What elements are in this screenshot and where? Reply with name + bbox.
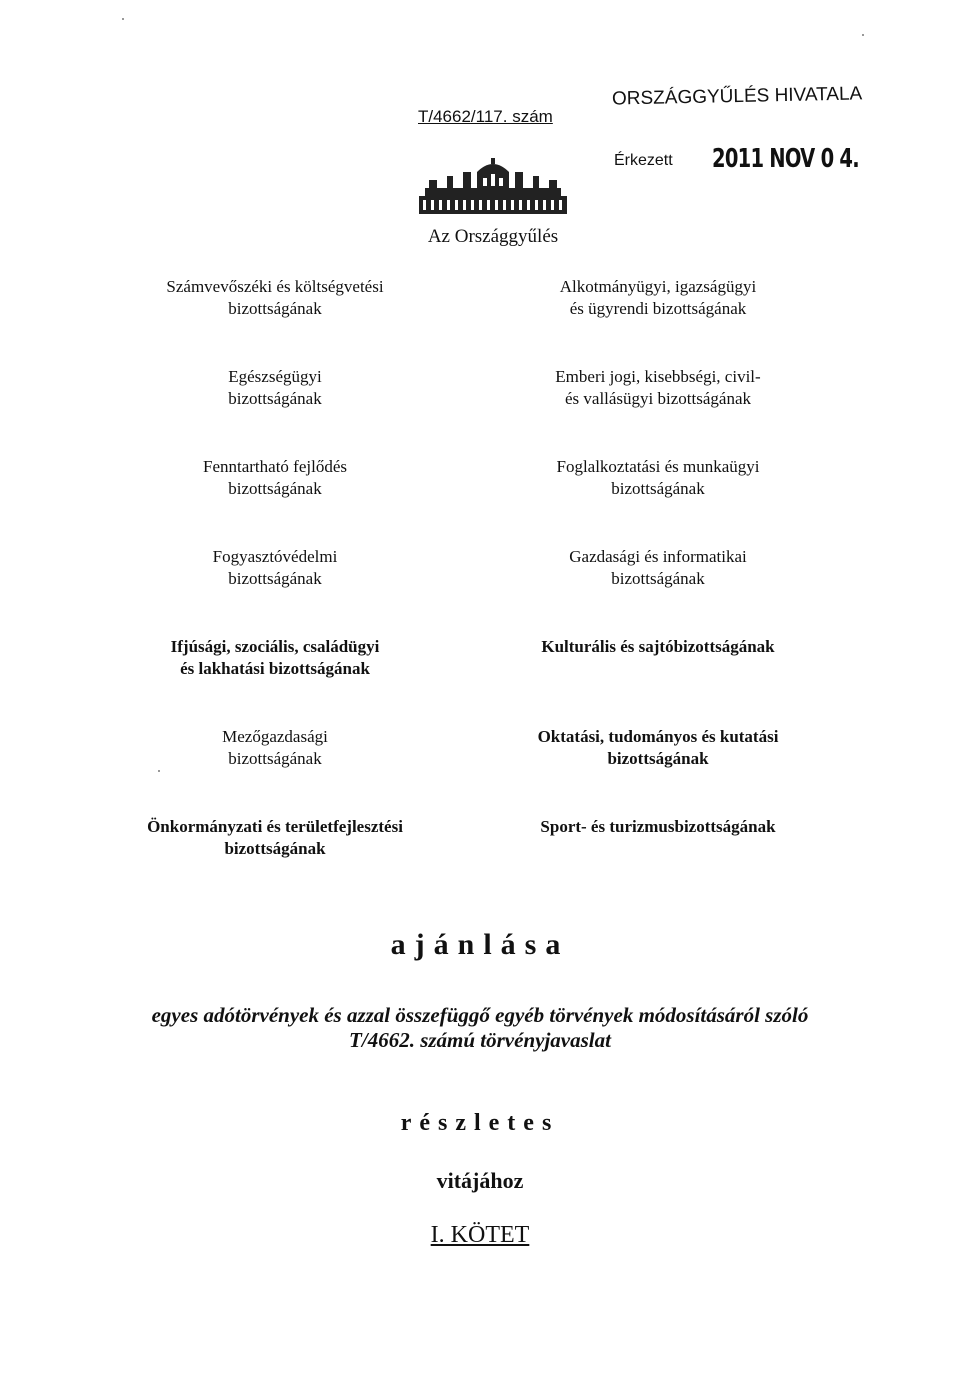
- committee-line: bizottságának: [228, 749, 322, 768]
- committee-line: Mezőgazdasági: [222, 727, 328, 746]
- committee-line: és lakhatási bizottságának: [180, 659, 370, 678]
- committee-culture: [478, 636, 838, 658]
- committee-line: Foglalkoztatási és munkaügyi: [556, 457, 760, 476]
- addressee-parliament: Az Országgyűlés: [427, 226, 559, 247]
- committee-economic: [478, 546, 838, 590]
- committee-line: Fogyasztóvédelmi: [212, 547, 338, 566]
- committee-line: bizottságának: [607, 749, 709, 768]
- committee-employment: [478, 456, 838, 500]
- committee-agriculture: [95, 726, 455, 770]
- committee-sport: [478, 816, 838, 838]
- committee-line: Sport- és turizmusbizottságának: [540, 817, 776, 836]
- committee-line: Önkormányzati és területfejlesztési: [147, 817, 403, 836]
- stamp-date: 2011 NOV 0 4.: [712, 144, 859, 174]
- committee-line: Számvevőszéki és költségvetési: [166, 277, 384, 296]
- committee-line: bizottságának: [228, 389, 322, 408]
- volume-text: I. KÖTET: [430, 1222, 530, 1248]
- committee-education: [478, 726, 838, 770]
- committee-line: bizottságának: [228, 299, 322, 318]
- committee-line: Oktatási, tudományos és kutatási: [537, 727, 779, 746]
- recommendation-heading: ajánlása: [390, 928, 570, 961]
- committee-consumer: [95, 546, 455, 590]
- stamp-office: ORSZÁGGYŰLÉS HIVATALA: [611, 83, 863, 110]
- committee-constitutional: [478, 276, 838, 320]
- bill-subject: [40, 1003, 920, 1053]
- scan-speck: [862, 34, 864, 36]
- committee-line: Ifjúsági, szociális, családügyi: [170, 637, 380, 656]
- detailed-heading: részletes: [400, 1110, 560, 1136]
- committee-line: Egészségügyi: [228, 367, 322, 386]
- committee-line: Fenntartható fejlődés: [203, 457, 347, 476]
- committee-line: Gazdasági és informatikai: [569, 547, 747, 566]
- committee-line: és ügyrendi bizottságának: [569, 299, 747, 318]
- committee-budget: [95, 276, 455, 320]
- committee-line: bizottságának: [611, 479, 705, 498]
- committee-human-rights: [478, 366, 838, 410]
- committee-youth: [95, 636, 455, 680]
- committee-health: [95, 366, 455, 410]
- bill-subject-line: T/4662. számú törvényjavaslat: [349, 1028, 611, 1052]
- scan-speck: [122, 18, 124, 20]
- committee-line: Alkotmányügyi, igazságügyi: [559, 277, 757, 296]
- stamp-arrived-label: Érkezett: [614, 152, 673, 169]
- committee-line: bizottságának: [611, 569, 705, 588]
- committee-line: Kulturális és sajtóbizottságának: [541, 637, 775, 656]
- bill-subject-line: egyes adótörvények és azzal összefüggő egyéb törvények módosításáról szóló: [151, 1003, 809, 1027]
- committee-local-government: [95, 816, 455, 860]
- document-number: T/4662/117. szám: [418, 107, 553, 126]
- parliament-building-icon: [419, 158, 567, 218]
- committee-line: Emberi jogi, kisebbségi, civil-: [555, 367, 761, 386]
- committee-line: bizottságának: [224, 839, 326, 858]
- scan-speck: [158, 770, 160, 772]
- debate-heading: vitájához: [436, 1168, 524, 1193]
- committee-line: bizottságának: [228, 569, 322, 588]
- committee-line: bizottságának: [228, 479, 322, 498]
- committee-sustainable: [95, 456, 455, 500]
- committee-line: és vallásügyi bizottságának: [564, 389, 751, 408]
- volume-label: [0, 1222, 960, 1249]
